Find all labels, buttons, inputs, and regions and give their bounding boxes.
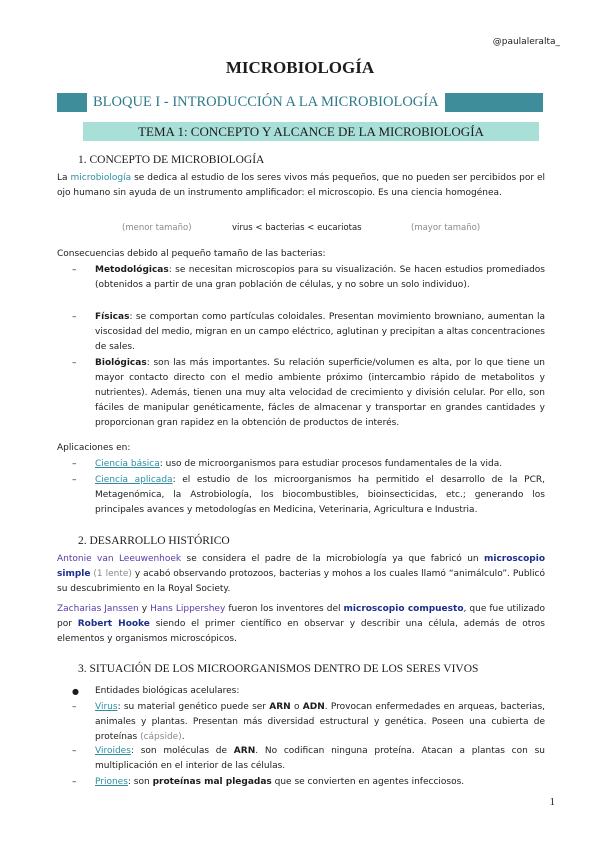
term-microbiologia: microbiología (70, 173, 132, 183)
section-1-intro: La microbiología se dedica al estudio de los seres vivos más pequeños, que no pueden ser percibidos por el ojo humano sin ayuda de un instrumento amplificador: el microscopio. Es una ciencia homogénea. (57, 173, 546, 198)
bloque-banner (57, 93, 543, 112)
list-item: – Ciencia aplicada: el estudio de los microorganismos ha permitido el desarrollo de la PCR, Metagenómica, la Astrobiología, los biocombustibles, bioinsecticidas, etc.; generando los principales avances y metodologías en Medicina, Veterinaria, Agricultura e Industria. (72, 475, 545, 515)
section-2-paragraph-1: Antonie van Leeuwenhoek se considera el padre de la microbiología ya que fabricó un microscopio simple (1 lente) y acabó observando protozoos, bacterias y mohos a los cuales llamó “animálculo”. Publicó su descubrimiento en la Royal Society. (57, 554, 546, 594)
page-number: 1 (549, 796, 555, 808)
consequences-title: Consecuencias debido al pequeño tamaño de las bacterias: (57, 249, 326, 259)
tema-banner: TEMA 1: CONCEPTO Y ALCANCE DE LA MICROBIOLOGÍA (83, 122, 539, 141)
list-item: – Metodológicas: se necesitan microscopios para su visualización. Se hacen estudios promediados (obtenidos a partir de una gran población de células, y no sobre un solo individuo). (72, 265, 545, 290)
applications-title: Aplicaciones en: (57, 443, 131, 453)
bloque-title: BLOQUE I - INTRODUCCIÓN A LA MICROBIOLOGÍA (87, 93, 445, 112)
list-item: – Virus: su material genético puede ser ARN o ADN. Provocan enfermedades en arqueas, bacterias, animales y plantas. Presentan más diversidad estructural y genética. Poseen una cubierta de proteínas (cápside). (72, 702, 545, 742)
list-item: – Ciencia básica: uso de microorganismos para estudiar procesos fundamentales de la vida. (72, 459, 503, 469)
scale-left: (menor tamaño) (122, 223, 192, 233)
scale-right: (mayor tamaño) (411, 223, 481, 233)
list-item: – Viroides: son moléculas de ARN. No codifican ninguna proteína. Atacan a plantas con su multiplicación en el interior de las células. (72, 746, 545, 771)
list-item: ● Entidades biológicas acelulares: (72, 686, 240, 696)
scale-middle: virus < bacterias < eucariotas (232, 223, 362, 233)
section-2-heading: 2. DESARROLLO HISTÓRICO (78, 535, 230, 547)
page-title: MICROBIOLOGÍA (225, 58, 375, 77)
list-item: – Priones: son proteínas mal plegadas que se convierten en agentes infecciosos. (72, 777, 465, 787)
list-item: – Físicas: se comportan como partículas coloidales. Presentan movimiento browniano, aumentan la viscosidad del medio, migran en un campo eléctrico, aglutinan y precipitan a altas concentraciones de sales. (72, 312, 545, 352)
list-item: – Biológicas: son las más importantes. Su relación superficie/volumen es alta, por lo que tiene un mayor contacto directo con el medio ambiente próximo (intercambio rápido de metabolitos y nutrientes). Además, tienen una muy alta velocidad de crecimiento y división celular. Por ello, son fáciles de manipular genéticamente, fácles de almacenar y transportar en grandes cantidades y proporcionan gran rapidez en la obtención de productos de interés. (72, 358, 545, 428)
section-3-heading: 3. SITUACIÓN DE LOS MICROORGANISMOS DENTRO DE LOS SERES VIVOS (78, 663, 479, 675)
author-handle: @paulaleralta_ (492, 37, 560, 47)
section-2-paragraph-2: Zacharias Janssen y Hans Lippershey fueron los inventores del microscopio compuesto, que fue utilizado por Robert Hooke siendo el primer científico en observar y describir una célula, además de otros elementos y organismos microscópicos. (57, 604, 545, 644)
section-1-heading: 1. CONCEPTO DE MICROBIOLOGÍA (78, 154, 265, 166)
